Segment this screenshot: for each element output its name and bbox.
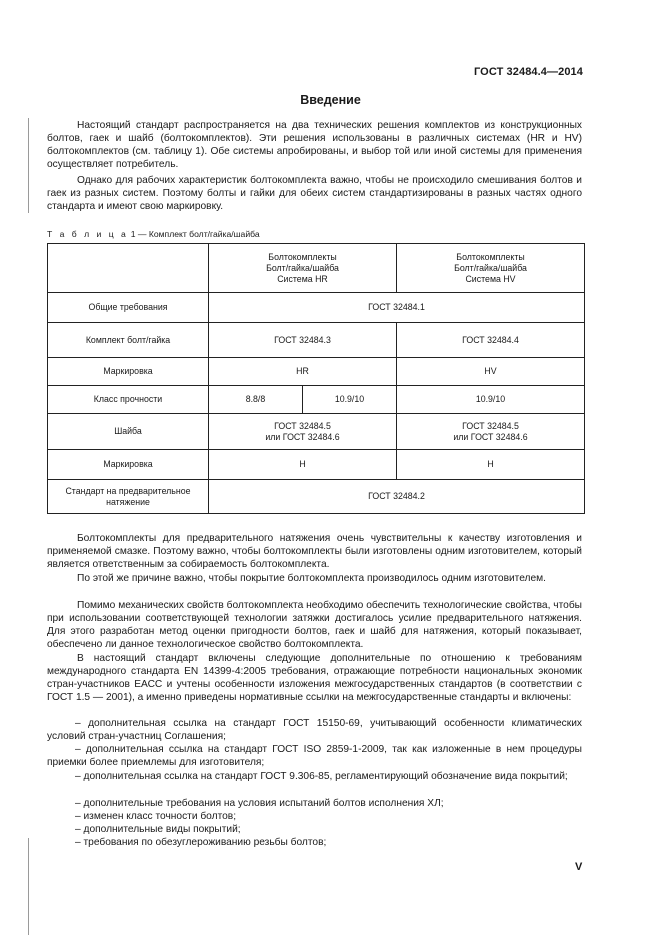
header-hr-line-2: Болт/гайка/шайба <box>266 262 339 273</box>
row-label-bolt-nut: Комплект болт/гайка <box>48 323 209 358</box>
body-paragraph-2: По этой же причине важно, чтобы покрытие болтокомплекта производилось одним изготовителем. <box>77 573 547 584</box>
table-row-preload <box>48 480 585 514</box>
header-empty-cell <box>48 244 209 293</box>
washer-hv-line-2: или ГОСТ 32484.6 <box>453 431 528 442</box>
header-hv-cell <box>397 244 585 293</box>
header-hv-line-1: Болтокомплекты <box>456 251 525 262</box>
table-row-washer <box>48 414 585 450</box>
bolt-nut-hv: ГОСТ 32484.4 <box>397 323 585 358</box>
row-label-strength: Класс прочности <box>48 386 209 414</box>
washer-hr <box>209 414 397 450</box>
preload-label-line-1: Стандарт на предварительное <box>65 485 191 496</box>
intro-paragraph-1: Настоящий стандарт распространяется на два технических решения комплектов из конструкционных болтов, гаек и шайб (болтокомплектов). Эти решения использованы в различных системах (HR и HV) болтокомплектов (см. таблицу 1). Обе системы апробированы, и выбор той или иной системы для применения осуществляет потребитель. <box>47 120 582 170</box>
list-item-1: – дополнительная ссылка на стандарт ГОСТ 15150-69, учитывающий особенности климатических условий стран-участниц Соглашения; <box>47 718 582 742</box>
marking-1-hr: HR <box>209 358 397 386</box>
marking-1-hv: HV <box>397 358 585 386</box>
body-paragraph-4: В настоящий стандарт включены следующие дополнительные по отношению к требованиям международного стандарта EN 14399-4:2005 требования, отражающие потребности национальных экономик стран-участников ЕАСС и учтены особенности изложения межгосударственных стандартов (в соответствии с ГОСТ 1.5 — 2001), а именно приведены нормативные ссылки на межгосударственные стандарты и включены: <box>47 653 582 703</box>
table-caption-text: — Комплект болт/гайка/шайба <box>137 229 260 239</box>
body-paragraph-3: Помимо механических свойств болтокомплекта необходимо обеспечить технологические свойства, чтобы при использовании соответствующей технологии затяжки достигалось усилие предварительного натяжения. Для этого разработан метод оценки пригодности болтов, гаек и шайб для натяжения, который показывает, обеспечено ли данное технологическое свойство болтокомплекта. <box>47 600 582 650</box>
general-value: ГОСТ 32484.1 <box>209 293 585 323</box>
header-hr-line-3: Система HR <box>277 273 328 284</box>
list-item-3: – дополнительная ссылка на стандарт ГОСТ 9.306-85, регламентирующий обозначение вида покрытий; <box>75 771 568 782</box>
body-paragraph-1: Болтокомплекты для предварительного натяжения очень чувствительны к качеству изготовления и применяемой смазке. Поэтому важно, чтобы болтокомплекты были изготовлены одним изготовителем, который является ответственным за собираемость болтокомплекта. <box>47 533 582 570</box>
intro-paragraph-2: Однако для рабочих характеристик болтокомплекта важно, чтобы не происходило смешивания болтов и гаек из разных систем. Поэтому болты и гайки для обеих систем стандартизированы в разных частях одного стандарта и имеют свою маркировку. <box>47 175 582 212</box>
table-caption <box>47 229 260 239</box>
list-item-7: – требования по обезуглероживанию резьбы болтов; <box>75 837 327 848</box>
row-label-marking-1: Маркировка <box>48 358 209 386</box>
washer-hv <box>397 414 585 450</box>
marking-2-hr: H <box>209 450 397 480</box>
bolt-nut-hr: ГОСТ 32484.3 <box>209 323 397 358</box>
bolt-assembly-table <box>47 243 585 514</box>
header-hr-cell <box>209 244 397 293</box>
marking-2-hv: H <box>397 450 585 480</box>
table-row-marking-1 <box>48 358 585 386</box>
page-number: V <box>575 861 583 873</box>
margin-rule-bottom <box>28 838 29 935</box>
table-row-strength <box>48 386 585 414</box>
row-label-general: Общие требования <box>48 293 209 323</box>
header-hv-line-2: Болт/гайка/шайба <box>454 262 527 273</box>
table-row-general <box>48 293 585 323</box>
row-label-marking-2: Маркировка <box>48 450 209 480</box>
table-caption-prefix: Т а б л и ц а <box>47 229 129 239</box>
header-hr-line-1: Болтокомплекты <box>268 251 337 262</box>
table-row-bolt-nut <box>48 323 585 358</box>
table-header-row <box>48 244 585 293</box>
header-hv-line-3: Система HV <box>465 273 516 284</box>
washer-hv-line-1: ГОСТ 32484.5 <box>462 420 519 431</box>
row-label-washer: Шайба <box>48 414 209 450</box>
strength-hv: 10.9/10 <box>397 386 585 414</box>
table-row-marking-2 <box>48 450 585 480</box>
margin-rule-top <box>28 118 29 213</box>
preload-value: ГОСТ 32484.2 <box>209 480 585 514</box>
preload-label-line-2: натяжение <box>106 496 150 507</box>
washer-hr-line-1: ГОСТ 32484.5 <box>274 420 331 431</box>
list-item-6: – дополнительные виды покрытий; <box>75 824 241 835</box>
washer-hr-line-2: или ГОСТ 32484.6 <box>265 431 340 442</box>
table-caption-number: 1 <box>130 229 136 239</box>
strength-hr-a: 8.8/8 <box>209 386 303 414</box>
strength-hr-b: 10.9/10 <box>303 386 397 414</box>
section-title: Введение <box>300 93 361 107</box>
list-item-4: – дополнительные требования на условия испытаний болтов исполнения ХЛ; <box>75 798 444 809</box>
list-item-5: – изменен класс точности болтов; <box>75 811 237 822</box>
list-item-2: – дополнительная ссылка на стандарт ГОСТ ISO 2859-1-2009, так как изложенные в нем процедуры приемки более приемлемы для изготовителя; <box>47 744 582 768</box>
document-id: ГОСТ 32484.4—2014 <box>473 66 583 78</box>
row-label-preload <box>48 480 209 514</box>
